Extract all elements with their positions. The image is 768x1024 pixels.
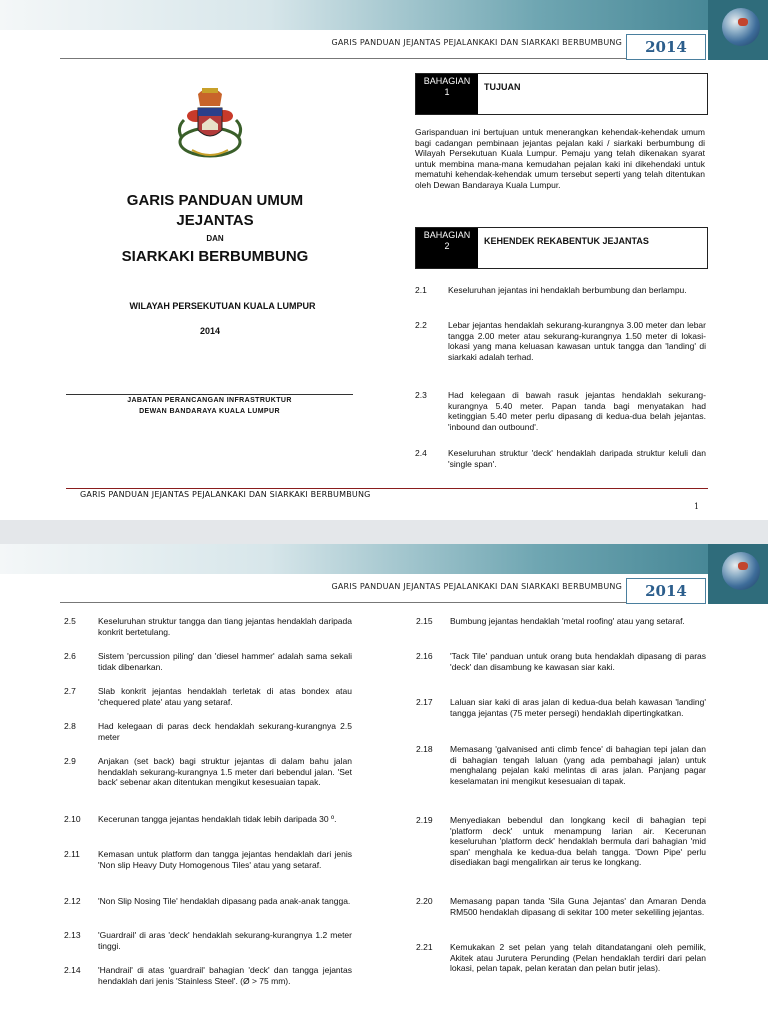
item-text: Sistem 'percussion piling' dan 'diesel hammer' adalah sama sekali tidak dibenarkan.: [98, 651, 352, 672]
item-text: Slab konkrit jejantas hendaklah terletak di atas bondex atau 'chequered plate' atau yang setaraf.: [98, 686, 352, 707]
header-title: GARIS PANDUAN JEJANTAS PEJALANKAKI DAN SIARKAKI BERBUMBUNG: [331, 38, 622, 47]
item-number: 2.21: [416, 942, 433, 952]
cover-region: WILAYAH PERSEKUTUAN KUALA LUMPUR: [129, 301, 316, 311]
header-year: 2014: [626, 578, 706, 604]
page-number: 1: [694, 502, 700, 511]
section-1-tag-number: 1: [444, 87, 450, 97]
item-text: Had kelegaan di paras deck hendaklah sekurang-kurangnya 2.5 meter: [98, 721, 352, 742]
item-text: Kemukakan 2 set pelan yang telah ditandatangani oleh pemilik, Akitek atau Jurutera Perunding (Pelan hendaklah terdiri dari pelan lokasi, pelan tapak, pelan keratan dan pelan butir jelas).: [450, 942, 706, 973]
header-rule: [60, 602, 628, 603]
section-1-heading: TUJUAN: [484, 82, 521, 92]
item-number: 2.17: [416, 697, 433, 707]
item-number: 2.5: [64, 616, 76, 626]
item-text: Had kelegaan di bawah rasuk jejantas hendaklah sekurang-kurangnya 5.40 meter. Papan tanda bagi menyatakan had ketinggian 5.40 meter perlu dipasang di kedua-dua belah jejantas. 'inbound dan outbound'.: [448, 390, 706, 432]
item-number: 2.6: [64, 651, 76, 661]
item-number: 2.2: [415, 320, 427, 330]
item-text: Keseluruhan struktur tangga dan tiang jejantas hendaklah daripada konkrit bertetulang.: [98, 616, 352, 637]
item-text: Laluan siar kaki di aras jalan di kedua-dua belah kawasan 'landing' tangga jejantas (75 meter persegi) hendaklah dipertingkatkan.: [450, 697, 706, 718]
item-number: 2.4: [415, 448, 427, 458]
page-gap: [0, 520, 768, 544]
item-text: Keseluruhan jejantas ini hendaklah berbumbung dan berlampu.: [448, 285, 687, 295]
globe-icon: [708, 0, 768, 60]
section-1-box: [415, 73, 708, 115]
item-number: 2.8: [64, 721, 76, 731]
item-number: 2.3: [415, 390, 427, 400]
item-text: Kecerunan tangga jejantas hendaklah tidak lebih daripada 30 º.: [98, 814, 337, 824]
item-text: 'Non Slip Nosing Tile' hendaklah dipasang pada anak-anak tangga.: [98, 896, 351, 906]
footer-title: GARIS PANDUAN JEJANTAS PEJALANKAKI DAN SIARKAKI BERBUMBUNG: [80, 490, 371, 499]
header-rule: [60, 58, 628, 59]
item-text: Kemasan untuk platform dan tangga jejantas hendaklah dari jenis 'Non slip Heavy Duty Homogenous Tiles' atau yang setaraf.: [98, 849, 352, 870]
item-number: 2.7: [64, 686, 76, 696]
item-text: 'Guardrail' di aras 'deck' hendaklah sekurang-kurangnya 1.2 meter tinggi.: [98, 930, 352, 951]
item-text: Menyediakan bebendul dan longkang kecil di bahagian tepi 'platform deck' untuk menampung larian air. Kecerunan keseluruhan 'platform deck' hendaklah bermula dari bahagian 'mid span' menghala ke kedua-dua belah tangga. 'Down Pipe' perlu disediakan bagi mengalirkan air terus ke longkang.: [450, 815, 706, 867]
section-2-tag-label: BAHAGIAN: [423, 230, 471, 240]
dept-rule: [66, 394, 353, 395]
item-number: 2.16: [416, 651, 433, 661]
item-text: Keseluruhan struktur 'deck' hendaklah daripada struktur keluli dan 'single span'.: [448, 448, 706, 469]
cover-title-dan: DAN: [206, 234, 224, 243]
dept-line-1: JABATAN PERANCANGAN INFRASTRUKTUR: [127, 397, 292, 404]
header-title: GARIS PANDUAN JEJANTAS PEJALANKAKI DAN SIARKAKI BERBUMBUNG: [331, 582, 622, 591]
item-number: 2.10: [64, 814, 81, 824]
cover-year: 2014: [199, 326, 221, 336]
header-year: 2014: [626, 34, 706, 60]
item-text: 'Tack Tile' panduan untuk orang buta hendaklah dipasang di paras 'deck' dan disambung ke kawasan siar kaki.: [450, 651, 706, 672]
item-number: 2.12: [64, 896, 81, 906]
item-number: 2.19: [416, 815, 433, 825]
cover-title-line-3: SIARKAKI BERBUMBUNG: [121, 248, 309, 265]
item-text: Anjakan (set back) bagi struktur jejantas di dalam bahu jalan hendaklah sekurang-kurangnya 1.5 meter dari bebendul jalan. 'Set back' sebenar akan ditentukan mengikut kesesuaian tapak.: [98, 756, 352, 787]
kuala-lumpur-crest-icon: [172, 80, 248, 166]
item-text: Lebar jejantas hendaklah sekurang-kurangnya 3.00 meter dan lebar tangga 2.00 meter atau sekurang-kurangnya 1.50 meter di lokasi-lokasi yang mana keluasan kawasan untuk tangga dan 'landing' di siarkaki adalah terhad.: [448, 320, 706, 362]
item-text: Bumbung jejantas hendaklah 'metal roofing' atau yang setaraf.: [450, 616, 685, 626]
section-2-box: [415, 227, 708, 269]
section-1-tag-label: BAHAGIAN: [423, 76, 471, 86]
item-text: 'Handrail' di atas 'guardrail' bahagian 'deck' dan tangga jejantas hendaklah dari jenis 'Stainless Steel'. (Ø > 75 mm).: [98, 965, 352, 986]
item-number: 2.18: [416, 744, 433, 754]
purpose-paragraph: Garispanduan ini bertujuan untuk menerangkan kehendak-kehendak umum bagi cadangan pembinaan jejantas pejalan kaki / siarkaki berbumbung di Wilayah Persekutuan Kuala Lumpur. Pemaju yang telah dikenakan syarat untuk membina mana-mana kemudahan pejalan kaki ini dikehendaki untuk mematuhi kehendak-kehendak umum tersebut seperti yang telah ditentukan oleh Dewan Bandaraya Kuala Lumpur.: [415, 127, 705, 190]
item-number: 2.13: [64, 930, 81, 940]
item-number: 2.9: [64, 756, 76, 766]
globe-icon: [708, 544, 768, 604]
page-2: [0, 544, 768, 1024]
item-text: Memasang papan tanda 'Sila Guna Jejantas' dan Amaran Denda RM500 hendaklah dipasang di sekitar 100 meter sekeliling jejantas.: [450, 896, 706, 917]
header-band: [0, 0, 768, 30]
dept-line-2: DEWAN BANDARAYA KUALA LUMPUR: [139, 408, 280, 415]
section-2-tag: [416, 228, 478, 268]
cover-title-line-1: GARIS PANDUAN UMUM: [126, 192, 304, 209]
item-number: 2.1: [415, 285, 427, 295]
section-2-heading: KEHENDEK REKABENTUK JEJANTAS: [484, 236, 649, 246]
item-number: 2.15: [416, 616, 433, 626]
cover-title-line-2: JEJANTAS: [176, 212, 254, 229]
section-2-tag-number: 2: [444, 241, 450, 251]
item-text: Memasang 'galvanised anti climb fence' di bahagian tepi jalan dan di bahagian tengah laluan (yang ada pembahagi jalan) untuk menghalang pejalan kaki melintas di aras jalan. Panjang pagar keselamatan ini mengikut kesesuaian di tapak.: [450, 744, 706, 786]
item-number: 2.14: [64, 965, 81, 975]
section-1-tag: [416, 74, 478, 114]
header-band: [0, 544, 768, 574]
footer-rule: [66, 488, 708, 489]
item-number: 2.11: [64, 849, 80, 859]
item-number: 2.20: [416, 896, 433, 906]
